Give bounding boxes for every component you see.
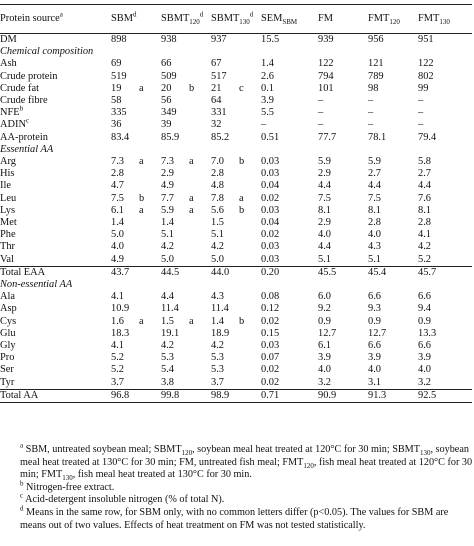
cell-value: 1.6 a [111,316,161,328]
header-col-7: $FMT_{130}$ [418,5,472,34]
cell-value: 8.1 [318,204,331,216]
cell-value: 44.5 [161,266,211,279]
row-label: Arg [0,156,16,168]
cell-value: 4.2 [161,340,174,352]
row-label: Ser [0,364,14,376]
cell-value: 4.0 [111,241,124,253]
row-label: NFE$^b$ [0,104,24,119]
cell-value: 43.7 [111,266,161,279]
row-label: Asp [0,303,17,315]
cell-value: 2.7 [418,168,431,180]
table-row [0,107,472,119]
cell-value: 0.9 [368,315,381,327]
cell-value: 36 [111,119,122,131]
cell-value: 5.2 [418,253,431,265]
cell-value: 66 [161,58,172,70]
cell-value: – [418,107,424,119]
cell-value: 1.5 a [161,316,211,328]
row-label: His [0,168,15,180]
cell-value: 5.4 [161,364,174,376]
cell-value: 4.0 [368,229,381,241]
cell-value: 0.03 [261,253,280,265]
cell-value: 3.2 [418,376,431,388]
cell-value: 20 b [161,83,211,95]
row-label: Lys [0,204,16,216]
cell-value: 0.12 [261,303,280,315]
cell-value: 7.6 [418,192,431,204]
cell-value: 1.4 [111,217,124,229]
cell-value: 0.9 [318,315,331,327]
header-col-6: $FMT_{120}$ [368,5,418,34]
cell-value: 8.1 [368,204,381,216]
significance-letter: a [139,315,144,327]
cell-value: 2.7 [368,168,381,180]
cell-value: 7.5 [368,192,381,204]
row-label: Val [0,253,14,265]
row-label: Met [0,217,17,229]
cell-value: – [368,95,374,107]
significance-letter: c [239,82,244,94]
cell-value: 58 [111,95,122,107]
footnote-b: $^b$ Nitrogen-free extract. [20,479,115,493]
row-label: Cys [0,315,17,327]
cell-value: 0.03 [261,204,280,216]
row-label: Total AA [0,389,111,402]
cell-value: 4.2 [211,241,224,253]
cell-value: 0.03 [261,156,280,168]
header-col-5: FM [318,5,368,34]
cell-value: 5.6 b [211,205,261,217]
cell-value: 10.9 [111,303,130,315]
cell-value: – [318,95,324,107]
cell-value: 6.6 [418,291,431,303]
cell-value: 12.7 [318,327,337,339]
cell-value: 4.1 [418,229,431,241]
cell-value: 5.9 [368,156,381,168]
cell-value: 0.1 [261,82,274,94]
table-row [0,352,472,364]
cell-value: 9.3 [368,303,381,315]
row-label: Leu [0,192,17,204]
cell-value: 4.0 [368,364,381,376]
cell-value: 2.8 [418,217,431,229]
significance-letter: a [139,156,144,168]
cell-value: 85.2 [211,131,230,143]
cell-value: 7.0 b [211,156,261,168]
cell-value: 5.0 [111,229,124,241]
row-label: Pro [0,352,15,364]
table-row [0,83,472,95]
cell-value: 91.3 [368,389,418,402]
table-row [0,303,472,315]
cell-value: 2.9 [318,168,331,180]
cell-value: 0.02 [261,192,280,204]
cell-value: 78.1 [368,131,387,143]
footnote-a: $^a$ SBM, untreated soybean meal; $SBMT_{120}$, soybean meal heat treated at 120°C for 30 min; $SBMT_{130}$, soybean meal heat treated at 130°C for 30 min; FM, untreated fish meal; $FMT_{120}$, fish meal heat treated at 120°C for 30 min; $FMT_{130}$, fish meal heat treated at 130°C for 30 min. [20,441,473,483]
cell-value: 122 [318,58,334,70]
footnote-d: $^d$ Means in the same row, for SBM only, with no common letters differ (p<0.05). The values for SBM are means out of two values. Effects of heat treatment on FM was not tested statistically. [20,504,449,531]
cell-value: 44.0 [211,266,261,279]
section-heading: Non-essential AA [0,279,73,291]
cell-value: 4.2 [418,241,431,253]
cell-value: 4.9 [111,253,124,265]
table-row [0,266,472,279]
cell-value: 4.2 [211,340,224,352]
cell-value: 938 [161,34,177,45]
cell-value: 64 [211,95,222,107]
cell-value: 4.4 [318,241,331,253]
cell-value: 0.02 [261,229,280,241]
cell-value: 83.4 [111,131,130,143]
cell-value: 0.07 [261,352,280,364]
cell-value: 0.02 [261,364,280,376]
cell-value: 122 [418,58,434,70]
cell-value: 6.6 [418,340,431,352]
cell-value: 7.3 a [111,156,161,168]
cell-value: 4.4 [368,180,381,192]
cell-value: 4.0 [318,229,331,241]
row-label: DM [0,34,17,45]
cell-value: 4.0 [318,364,331,376]
cell-value: 2.9 [318,217,331,229]
table-row [0,229,472,241]
header-col-1: SBM$^d$ [111,5,161,34]
cell-value: 5.5 [261,107,274,119]
significance-letter: b [189,82,195,94]
cell-value: 98.9 [211,389,261,402]
cell-value: 4.0 [418,364,431,376]
cell-value: 2.8 [368,217,381,229]
cell-value: 3.2 [318,376,331,388]
row-label: Crude protein [0,70,58,82]
cell-value: 939 [318,34,334,45]
cell-value: 3.9 [418,352,431,364]
cell-value: 335 [111,107,127,119]
cell-value: 69 [111,58,122,70]
table-row [0,71,472,83]
cell-value: 4.9 [161,180,174,192]
cell-value: 0.71 [261,389,318,402]
cell-value: 79.4 [418,131,437,143]
cell-value: 18.9 [211,327,230,339]
table-row [0,180,472,192]
row-label: Ile [0,180,11,192]
cell-value: 1.4 [161,217,174,229]
cell-value: 99.8 [161,389,211,402]
cell-value: – [261,119,267,131]
section-heading: Chemical composition [0,46,94,58]
table-row [0,340,472,352]
cell-value: 7.5 b [111,193,161,205]
table-row [0,95,472,107]
cell-value: 32 [211,119,222,131]
cell-value: 45.4 [368,266,418,279]
cell-value: 85.9 [161,131,180,143]
row-label: Ash [0,58,17,70]
cell-value: 5.1 [368,253,381,265]
table-row [0,364,472,376]
cell-value: 13.3 [418,327,437,339]
cell-value: 92.5 [418,389,472,402]
cell-value: 121 [368,58,384,70]
cell-value: 4.8 [211,180,224,192]
table-row [0,291,472,303]
table-row [0,205,472,217]
cell-value: 7.3 a [161,156,211,168]
cell-value: 0.03 [261,168,280,180]
cell-value: 9.4 [418,303,431,315]
significance-letter: b [239,315,245,327]
table-row [0,119,472,131]
composition-table [0,4,472,403]
header-protein-source: Protein source$^a$ [0,5,111,34]
significance-letter: a [189,192,194,204]
significance-letter: a [139,82,144,94]
cell-value: 0.51 [261,131,280,143]
cell-value: 5.0 [161,253,174,265]
table-row [0,389,472,402]
header-col-2: $SBMT_{120}^d$ [161,5,211,34]
significance-letter: a [189,315,194,327]
cell-value: 6.1 [318,340,331,352]
cell-value: 0.02 [261,315,280,327]
header-col-3: $SBMT_{130}^d$ [211,5,261,34]
cell-value: 349 [161,107,177,119]
row-label: Total EAA [0,266,111,279]
cell-value: – [318,107,324,119]
table-row [0,217,472,229]
cell-value: – [368,107,374,119]
cell-value: 3.8 [161,376,174,388]
cell-value: 19 a [111,83,161,95]
significance-letter: a [189,156,194,168]
cell-value: 101 [318,82,334,94]
cell-value: 4.4 [318,180,331,192]
cell-value: 0.9 [418,315,431,327]
cell-value: 7.7 a [161,193,211,205]
cell-value: 5.3 [211,352,224,364]
cell-value: 0.04 [261,180,280,192]
cell-value: 96.8 [111,389,161,402]
table-row [0,193,472,205]
cell-value: 1.4 [261,58,274,70]
section-heading-row [0,144,472,156]
table-row [0,316,472,328]
cell-value: 4.4 [418,180,431,192]
row-label: Ala [0,291,16,303]
table-header-row [0,5,472,34]
cell-value: 509 [161,70,177,82]
cell-value: 5.9 a [161,205,211,217]
table-row [0,34,472,47]
cell-value: 3.7 [111,376,124,388]
table-row [0,156,472,168]
significance-letter: b [239,204,245,216]
significance-letter: a [139,204,144,216]
cell-value: 11.4 [161,303,179,315]
row-label: Crude fat [0,82,39,94]
cell-value: 0.20 [261,266,318,279]
cell-value: 90.9 [318,389,368,402]
cell-value: – [418,95,424,107]
cell-value: 802 [418,70,434,82]
cell-value: 517 [211,70,227,82]
table-row [0,328,472,340]
cell-value: 5.3 [161,352,174,364]
row-label: Thr [0,241,16,253]
cell-value: 11.4 [211,303,229,315]
cell-value: 77.7 [318,131,337,143]
cell-value: 5.2 [111,364,124,376]
section-heading-row [0,279,472,291]
cell-value: 1.5 [211,217,224,229]
row-label: Gly [0,340,16,352]
table-row [0,377,472,390]
row-label: Glu [0,327,16,339]
cell-value: 4.2 [161,241,174,253]
cell-value: 331 [211,107,227,119]
cell-value: 519 [111,70,127,82]
significance-letter: b [139,192,145,204]
cell-value: 39 [161,119,172,131]
section-heading: Essential AA [0,143,54,155]
row-label: Crude fibre [0,95,48,107]
cell-value: 5.3 [211,364,224,376]
cell-value: 4.1 [111,291,124,303]
cell-value: – [318,119,324,131]
cell-value: 3.7 [211,376,224,388]
significance-letter: b [239,156,245,168]
table-row [0,168,472,180]
cell-value: 5.1 [161,229,174,241]
cell-value: 9.2 [318,303,331,315]
significance-letter: a [189,204,194,216]
cell-value: 3.1 [368,376,381,388]
row-label: Tyr [0,376,15,388]
cell-value: – [368,119,374,131]
header-col-4: $SEM_{SBM}$ [261,5,318,34]
cell-value: 19.1 [161,327,180,339]
cell-value: 4.1 [111,340,124,352]
table-row [0,132,472,144]
cell-value: 6.0 [318,291,331,303]
cell-value: 6.6 [368,291,381,303]
cell-value: 3.9 [261,95,274,107]
cell-value: 6.6 [368,340,381,352]
cell-value: 7.8 a [211,193,261,205]
cell-value: 21 c [211,83,261,95]
cell-value: 789 [368,70,384,82]
cell-value: 67 [211,58,222,70]
cell-value: 956 [368,34,384,45]
cell-value: 898 [111,34,127,45]
cell-value: 7.5 [318,192,331,204]
cell-value: – [418,119,424,131]
footnote-c: $^c$ Acid-detergent insoluble nitrogen (% of total N). [20,491,225,506]
cell-value: 0.03 [261,340,280,352]
row-label: ADIN$^c$ [0,116,30,131]
cell-value: 4.4 [161,291,174,303]
table-row [0,241,472,253]
cell-value: 99 [418,82,429,94]
cell-value: 0.08 [261,291,280,303]
footnotes [0,441,474,532]
cell-value: 5.1 [211,229,224,241]
cell-value: 794 [318,70,334,82]
cell-value: 5.2 [111,352,124,364]
cell-value: 45.7 [418,266,472,279]
section-heading-row [0,46,472,58]
cell-value: 15.5 [261,34,280,45]
cell-value: 0.03 [261,241,280,253]
significance-letter: a [239,192,244,204]
cell-value: 937 [211,34,227,45]
cell-value: 2.9 [161,168,174,180]
table-row [0,254,472,267]
cell-value: 4.3 [211,291,224,303]
cell-value: 1.4 b [211,316,261,328]
cell-value: 12.7 [368,327,387,339]
cell-value: 4.3 [368,241,381,253]
cell-value: 3.9 [318,352,331,364]
cell-value: 0.04 [261,217,280,229]
table-row [0,58,472,70]
cell-value: 5.9 [318,156,331,168]
cell-value: 951 [418,34,434,45]
row-label: Phe [0,229,16,241]
cell-value: 5.0 [211,253,224,265]
cell-value: 18.3 [111,327,130,339]
cell-value: 6.1 a [111,205,161,217]
cell-value: 3.9 [368,352,381,364]
cell-value: 8.1 [418,204,431,216]
cell-value: 0.15 [261,327,280,339]
row-label: AA-protein [0,131,48,143]
cell-value: 45.5 [318,266,368,279]
cell-value: 2.8 [211,168,224,180]
cell-value: 98 [368,82,379,94]
cell-value: 2.8 [111,168,124,180]
cell-value: 0.02 [261,376,280,388]
cell-value: 5.1 [318,253,331,265]
cell-value: 2.6 [261,70,274,82]
cell-value: 5.8 [418,156,431,168]
cell-value: 4.7 [111,180,124,192]
cell-value: 56 [161,95,172,107]
